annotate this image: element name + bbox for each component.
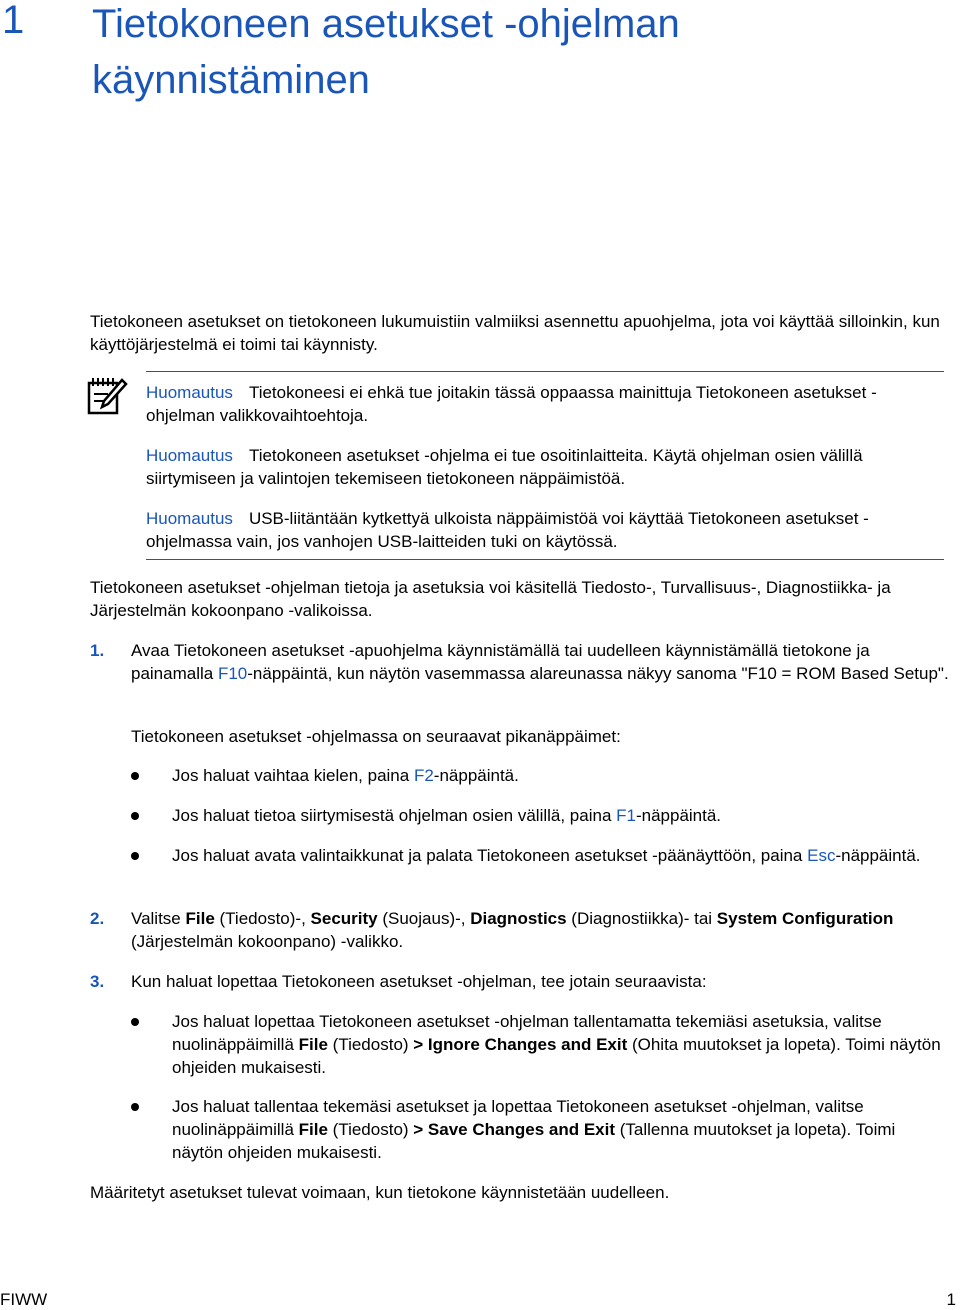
bullet-text-part: (Tiedosto): [327, 1035, 414, 1054]
bullet-icon: [131, 1018, 139, 1026]
bullet-item: [172, 1010, 947, 1079]
note-2: [146, 444, 944, 490]
key-f1: F1: [616, 806, 636, 825]
menu-command: > Save Changes and Exit: [413, 1120, 615, 1139]
bullet-text-part: -näppäintä.: [835, 846, 921, 865]
step-number: 1.: [90, 641, 105, 660]
bullet-item: [172, 1095, 947, 1164]
menu-name: File: [298, 1120, 328, 1139]
final-paragraph: Määritetyt asetukset tulevat voimaan, kun tietokone käynnistetään uudelleen.: [90, 1183, 670, 1202]
shortcut-intro: Tietokoneen asetukset -ohjelmassa on seuraavat pikanäppäimet:: [131, 727, 621, 746]
step-text-part: (Tiedosto)-,: [214, 909, 311, 928]
notes-box: [146, 371, 944, 560]
key-esc: Esc: [807, 846, 836, 865]
menus-paragraph: Tietokoneen asetukset -ohjelman tietoja ja asetuksia voi käsitellä Tiedosto-, Turvallisuus-, Diagnostiikka- ja Järjestelmän kokoonpano -valikoissa.: [90, 578, 891, 620]
bullet-text-part: Jos haluat tietoa siirtymisestä ohjelman osien välillä, paina: [172, 806, 617, 825]
menu-name: Security: [310, 909, 378, 928]
bullet-text-part: -näppäintä.: [635, 806, 722, 825]
step-text-part: -näppäintä, kun näytön vasemmassa alareunassa näkyy sanoma "F10 = ROM Based Setup".: [247, 664, 949, 683]
bullet-text-part: Jos haluat tallentaa tekemäsi asetukset ja lopettaa Tietokoneen asetukset -ohjelman, valitse nuolinäppäimillä: [172, 1097, 864, 1139]
note-label: Huomautus: [146, 446, 233, 465]
bullet-item: [172, 764, 947, 787]
bullet-item: [172, 804, 947, 827]
page-number: 1: [946, 1290, 956, 1309]
bullet-text-part: Jos haluat vaihtaa kielen, paina: [172, 766, 414, 785]
note-pencil-icon: [86, 376, 128, 416]
step-text-part: (Diagnostiikka)- tai: [566, 909, 717, 928]
bullet-text-part: Jos haluat avata valintaikkunat ja palata Tietokoneen asetukset -päänäyttöön, paina: [172, 846, 808, 865]
bullet-text-part: -näppäintä.: [433, 766, 519, 785]
note-text: Tietokoneen asetukset -ohjelma ei tue osoitinlaitteita. Käytä ohjelman osien välillä siirtymiseen ja valintojen tekemiseen tietokoneen näppäimistöä.: [146, 446, 863, 488]
bullet-text-part: (Ohita muutokset ja lopeta). Toimi näytön ohjeiden mukaisesti.: [172, 1035, 941, 1077]
step-text-part: Valitse: [131, 909, 186, 928]
step-text-part: Avaa Tietokoneen asetukset -apuohjelma käynnistämällä tai uudelleen käynnistämällä tietokone ja painamalla: [131, 641, 870, 683]
note-label: Huomautus: [146, 383, 233, 402]
chapter-number: 1: [2, 0, 25, 42]
menu-name: File: [185, 909, 215, 928]
note-label: Huomautus: [146, 509, 233, 528]
menu-command: > Ignore Changes and Exit: [413, 1035, 628, 1054]
note-3: [146, 507, 944, 553]
bullet-icon: [131, 812, 139, 820]
bullet-text-part: (Tiedosto): [327, 1120, 414, 1139]
bullet-icon: [131, 772, 139, 780]
bullet-icon: [131, 1103, 139, 1111]
bullet-icon: [131, 852, 139, 860]
chapter-title: Tietokoneen asetukset -ohjelman käynnistäminen: [92, 2, 680, 102]
intro-paragraph: Tietokoneen asetukset on tietokoneen lukumuistiin valmiiksi asennettu apuohjelma, jota voi käyttää silloinkin, kun käyttöjärjestelmä ei toimi tai käynnisty.: [90, 312, 940, 354]
note-text: Tietokoneesi ei ehkä tue joitakin tässä oppaassa mainittuja Tietokoneen asetukset -ohjelman valikkovaihtoehtoja.: [146, 383, 877, 425]
note-1: [146, 381, 944, 427]
key-f2: F2: [413, 766, 434, 785]
bullet-text-part: Jos haluat lopettaa Tietokoneen asetukset -ohjelman tallentamatta tekemiäsi asetuksia, valitse nuolinäppäimillä: [172, 1012, 882, 1054]
step-text-part: (Suojaus)-,: [377, 909, 471, 928]
bullet-text-part: (Tallenna muutokset ja lopeta). Toimi näytön ohjeiden mukaisesti.: [172, 1120, 896, 1162]
step-3-text: Kun haluat lopettaa Tietokoneen asetukset -ohjelman, tee jotain seuraavista:: [131, 972, 707, 991]
step-number: 2.: [90, 909, 105, 928]
step-2-text: [131, 907, 951, 953]
menu-name: Diagnostics: [470, 909, 567, 928]
step-1-text: [131, 639, 951, 685]
note-text: USB-liitäntään kytkettyä ulkoista näppäimistöä voi käyttää Tietokoneen asetukset -ohjelmassa vain, jos vanhojen USB-laitteiden tuki on käytössä.: [146, 509, 869, 551]
menu-name: System Configuration: [716, 909, 894, 928]
key-f10: F10: [217, 664, 248, 683]
bullet-item: [172, 844, 947, 867]
menu-name: File: [298, 1035, 328, 1054]
step-text-part: (Järjestelmän kokoonpano) -valikko.: [131, 932, 404, 951]
footer-code: FIWW: [0, 1290, 48, 1309]
step-number: 3.: [90, 972, 105, 991]
